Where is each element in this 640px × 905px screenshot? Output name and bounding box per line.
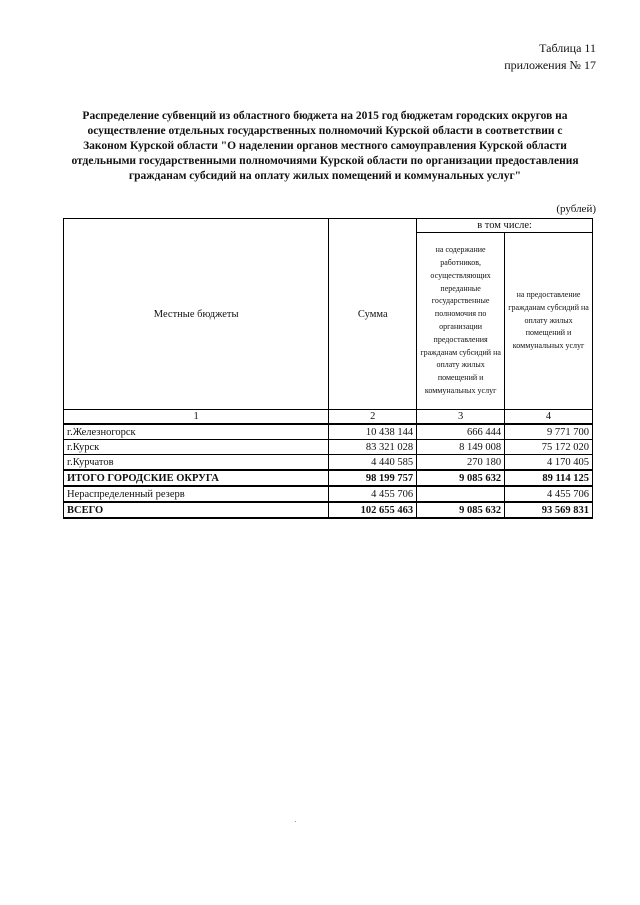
row-name: ВСЕГО <box>64 502 329 518</box>
title-line: осуществление отдельных государственных полномочий Курской области в соответствии с <box>87 125 563 137</box>
header-refs <box>504 40 596 74</box>
row-staff: 9 085 632 <box>417 502 505 518</box>
col-number: 4 <box>505 410 593 425</box>
scan-speck <box>295 821 296 822</box>
col-number: 3 <box>417 410 505 425</box>
row-name: г.Курск <box>64 440 329 455</box>
table-ref: Таблица 11 <box>539 41 596 55</box>
header-row <box>64 219 593 233</box>
row-sum: 83 321 028 <box>329 440 417 455</box>
row-subsidy: 4 455 706 <box>505 486 593 502</box>
table-row <box>64 486 593 502</box>
row-sum: 4 440 585 <box>329 455 417 471</box>
col-header-staff: на содержание работников, осуществляющих переданные государственные полномочия по организации предоставления гражданам субсидий на оплату жилых помещений и коммунальных услуг <box>417 233 505 410</box>
col-number: 1 <box>64 410 329 425</box>
title-line: Законом Курской области "О наделении органов местного самоуправления Курской области <box>83 140 567 152</box>
col-number-row <box>64 410 593 425</box>
row-name: Нераспределенный резерв <box>64 486 329 502</box>
row-staff <box>417 486 505 502</box>
table-row <box>64 455 593 471</box>
title-line: отдельными государственными полномочиями Курской области по организации предоставления <box>71 155 579 167</box>
row-subsidy: 93 569 831 <box>505 502 593 518</box>
table-row <box>64 440 593 455</box>
row-sum: 10 438 144 <box>329 424 417 440</box>
row-staff: 666 444 <box>417 424 505 440</box>
grand-total-row <box>64 502 593 518</box>
units-label: (рублей) <box>556 203 596 215</box>
row-staff: 270 180 <box>417 455 505 471</box>
row-name: ИТОГО ГОРОДСКИЕ ОКРУГА <box>64 470 329 486</box>
table-row <box>64 424 593 440</box>
subsidy-table <box>63 218 593 519</box>
row-sum: 4 455 706 <box>329 486 417 502</box>
row-subsidy: 89 114 125 <box>505 470 593 486</box>
row-staff: 8 149 008 <box>417 440 505 455</box>
document-title <box>60 109 590 184</box>
total-row <box>64 470 593 486</box>
row-subsidy: 75 172 020 <box>505 440 593 455</box>
col-header-sum: Сумма <box>329 219 417 410</box>
col-header-including: в том числе: <box>417 219 593 233</box>
title-line: Распределение субвенций из областного бюджета на 2015 год бюджетам городских округов на <box>82 110 568 122</box>
row-name: г.Курчатов <box>64 455 329 471</box>
col-header-subsidy: на предоставление гражданам субсидий на оплату жилых помещений и коммунальных услуг <box>505 233 593 410</box>
col-header-local: Местные бюджеты <box>64 219 329 410</box>
row-sum: 102 655 463 <box>329 502 417 518</box>
appendix-ref: приложения № 17 <box>504 58 596 72</box>
row-subsidy: 4 170 405 <box>505 455 593 471</box>
row-staff: 9 085 632 <box>417 470 505 486</box>
row-subsidy: 9 771 700 <box>505 424 593 440</box>
col-number: 2 <box>329 410 417 425</box>
row-sum: 98 199 757 <box>329 470 417 486</box>
title-line: гражданам субсидий на оплату жилых помещений и коммунальных услуг" <box>128 170 522 182</box>
row-name: г.Железногорск <box>64 424 329 440</box>
